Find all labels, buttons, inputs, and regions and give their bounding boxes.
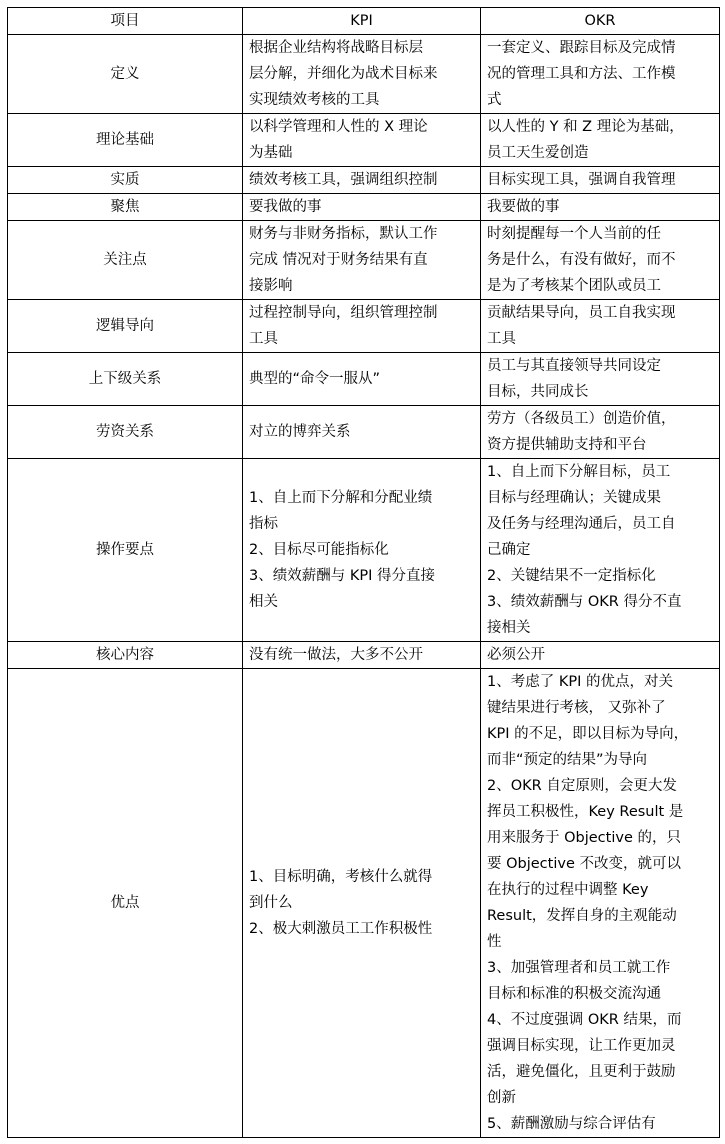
okr-cell (481, 459, 720, 642)
kpi-cell (243, 221, 481, 300)
cell-line: 以人性的 Y 和 Z 理论为基础， (487, 119, 684, 135)
cell-line: 1、自上而下分解和分配业绩 (249, 490, 433, 506)
table-body (8, 35, 720, 1138)
cell-line: 目标实现工具，强调自我管理 (487, 172, 676, 188)
cell-line: 是为了考核某个团队或员工 (487, 278, 661, 294)
cell-line: 创新 (487, 1090, 516, 1106)
cell-line: 4、不过度强调 OKR 结果，而 (487, 1012, 682, 1028)
row-label: 定义 (8, 35, 243, 114)
kpi-cell (243, 353, 481, 406)
cell-line: 式 (487, 92, 502, 108)
cell-line: 贡献结果导向，员工自我实现 (487, 305, 676, 321)
cell-line: 1、考虑了 KPI 的优点，对关 (487, 674, 673, 690)
okr-cell (481, 167, 720, 194)
cell-line: 根据企业结构将战略目标层 (249, 40, 423, 56)
cell-line: 完成 情况对于财务结果有直 (249, 252, 428, 268)
cell-line: 况的管理工具和方法、工作模 (487, 66, 676, 82)
table-row (8, 35, 720, 114)
cell-line: 活，避免僵化，且更利于鼓励 (487, 1064, 676, 1080)
cell-line: 一套定义、跟踪目标及完成情 (487, 40, 676, 56)
row-label: 优点 (8, 669, 243, 1138)
cell-line: 用来服务于 Objective 的，只 (487, 830, 681, 846)
row-label: 劳资关系 (8, 406, 243, 459)
kpi-cell (243, 669, 481, 1138)
row-label: 操作要点 (8, 459, 243, 642)
table-row (8, 353, 720, 406)
table-row (8, 114, 720, 167)
okr-cell (481, 221, 720, 300)
cell-line: 目标和标准的积极交流沟通 (487, 986, 661, 1002)
cell-line: 性 (487, 934, 502, 950)
okr-cell (481, 406, 720, 459)
cell-line: 员工与其直接领导共同设定 (487, 358, 661, 374)
okr-cell (481, 669, 720, 1138)
cell-line: 劳方（各级员工）创造价值， (487, 411, 676, 427)
cell-line: 3、绩效薪酬与 OKR 得分不直 (487, 594, 682, 610)
cell-line: 为基础 (249, 145, 293, 161)
row-label: 上下级关系 (8, 353, 243, 406)
cell-line: 到什么 (249, 895, 293, 911)
okr-cell (481, 194, 720, 221)
cell-line: KPI 的不足，即以目标为导向， (487, 726, 689, 742)
cell-line: 2、OKR 自定原则，会更大发 (487, 778, 677, 794)
cell-line: 强调目标实现，让工作更加灵 (487, 1038, 676, 1054)
cell-line: 实现绩效考核的工具 (249, 92, 380, 108)
cell-line: 1、自上而下分解目标，员工 (487, 464, 671, 480)
table-row (8, 221, 720, 300)
cell-line: 及任务与经理沟通后，员工自 (487, 516, 676, 532)
header-row (8, 8, 720, 35)
cell-line: Result，发挥自身的主观能动 (487, 908, 677, 924)
row-label: 关注点 (8, 221, 243, 300)
cell-line: 层分解，并细化为战术目标来 (249, 66, 438, 82)
cell-line: 要我做的事 (249, 199, 322, 215)
cell-line: 对立的博弈关系 (249, 424, 351, 440)
header-item: 项目 (8, 8, 243, 35)
cell-line: 而非“预定的结果”为导向 (487, 752, 648, 768)
cell-line: 务是什么，有没有做好，而不 (487, 252, 676, 268)
cell-line: 以科学管理和人性的 X 理论 (249, 119, 428, 135)
cell-line: 绩效考核工具，强调组织控制 (249, 172, 438, 188)
cell-line: 员工天生爱创造 (487, 145, 589, 161)
cell-line: 资方提供辅助支持和平台 (487, 437, 647, 453)
table-row (8, 642, 720, 669)
cell-line: 工具 (249, 331, 278, 347)
row-label: 聚焦 (8, 194, 243, 221)
row-label: 实质 (8, 167, 243, 194)
cell-line: 5、薪酬激励与综合评估有 (487, 1116, 656, 1132)
cell-line: 典型的“命令一服从” (249, 371, 381, 387)
okr-cell (481, 300, 720, 353)
row-label: 逻辑导向 (8, 300, 243, 353)
table-row (8, 194, 720, 221)
cell-line: 没有统一做法，大多不公开 (249, 647, 423, 663)
cell-line: 我要做的事 (487, 199, 560, 215)
cell-line: 要 Objective 不改变，就可以 (487, 856, 681, 872)
cell-line: 2、目标尽可能指标化 (249, 542, 389, 558)
kpi-cell (243, 194, 481, 221)
cell-line: 键结果进行考核， 又弥补了 (487, 700, 666, 716)
cell-line: 财务与非财务指标，默认工作 (249, 226, 438, 242)
cell-line: 指标 (249, 516, 278, 532)
cell-line: 相关 (249, 594, 278, 610)
row-label: 理论基础 (8, 114, 243, 167)
table-row (8, 669, 720, 1138)
okr-cell (481, 642, 720, 669)
cell-line: 挥员工积极性，Key Result 是 (487, 804, 684, 820)
kpi-cell (243, 35, 481, 114)
okr-cell (481, 35, 720, 114)
cell-line: 过程控制导向，组织管理控制 (249, 305, 438, 321)
kpi-cell (243, 114, 481, 167)
okr-cell (481, 114, 720, 167)
kpi-cell (243, 167, 481, 194)
header-okr: OKR (481, 8, 720, 35)
row-label: 核心内容 (8, 642, 243, 669)
cell-line: 2、关键结果不一定指标化 (487, 568, 656, 584)
kpi-cell (243, 406, 481, 459)
cell-line: 必须公开 (487, 647, 545, 663)
table-row (8, 406, 720, 459)
cell-line: 2、极大刺激员工工作积极性 (249, 921, 433, 937)
okr-cell (481, 353, 720, 406)
cell-line: 接相关 (487, 620, 531, 636)
cell-line: 1、目标明确，考核什么就得 (249, 869, 433, 885)
table-row (8, 459, 720, 642)
table-row (8, 167, 720, 194)
header-kpi: KPI (243, 8, 481, 35)
cell-line: 在执行的过程中调整 Key (487, 882, 649, 898)
cell-line: 3、绩效薪酬与 KPI 得分直接 (249, 568, 435, 584)
cell-line: 目标与经理确认；关键成果 (487, 490, 661, 506)
cell-line: 3、加强管理者和员工就工作 (487, 960, 671, 976)
cell-line: 己确定 (487, 542, 531, 558)
kpi-cell (243, 459, 481, 642)
kpi-okr-comparison-table (7, 7, 720, 1138)
cell-line: 时刻提醒每一个人当前的任 (487, 226, 661, 242)
cell-line: 工具 (487, 331, 516, 347)
kpi-cell (243, 642, 481, 669)
table-row (8, 300, 720, 353)
cell-line: 目标，共同成长 (487, 384, 589, 400)
cell-line: 接影响 (249, 278, 293, 294)
kpi-cell (243, 300, 481, 353)
